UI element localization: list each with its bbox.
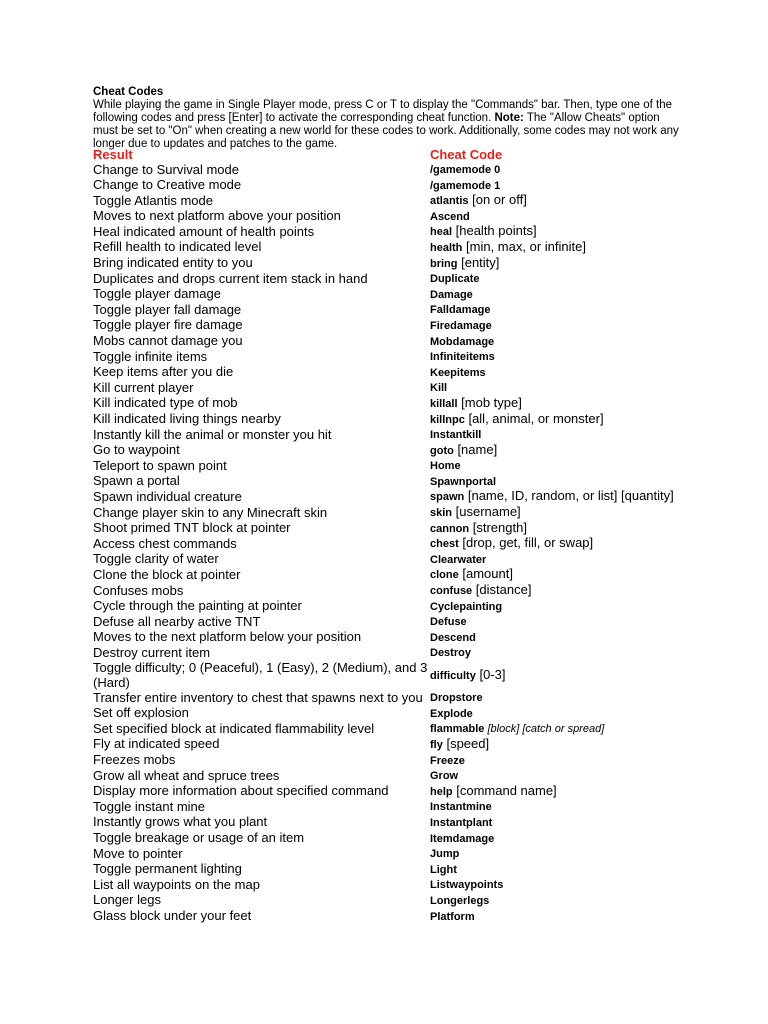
cheat-code-cell	[430, 489, 693, 505]
table-row	[93, 162, 693, 178]
cheat-code-cell	[430, 365, 693, 381]
result-cell: Kill current player	[93, 379, 194, 395]
table-row	[93, 614, 693, 630]
table-row	[93, 784, 693, 800]
table-row	[93, 302, 693, 318]
command-name: Mobdamage	[430, 335, 495, 348]
cheat-code-cell	[430, 521, 693, 537]
table-header	[93, 148, 693, 162]
cheat-code-cell	[430, 614, 693, 630]
command-argument: [command name]	[452, 782, 557, 798]
result-cell: Toggle player fire damage	[93, 317, 243, 333]
result-column-header: Result	[93, 147, 133, 162]
table-row	[93, 334, 693, 350]
command-name: goto	[430, 444, 454, 457]
command-name: Platform	[430, 910, 475, 923]
cheat-code-cell	[430, 427, 693, 443]
result-cell: Kill indicated living things nearby	[93, 411, 281, 426]
cheat-code-cell	[430, 753, 693, 769]
cheat-code-cell	[430, 909, 693, 925]
table-row	[93, 521, 693, 537]
command-argument: [name]	[453, 441, 498, 457]
cheat-code-cell	[430, 240, 693, 256]
command-name: Instantkill	[430, 429, 482, 442]
cheat-code-cell	[430, 630, 693, 646]
result-cell: Spawn a portal	[93, 473, 180, 489]
table-row	[93, 737, 693, 753]
result-cell: Mobs cannot damage you	[93, 333, 243, 349]
table-body	[93, 162, 693, 924]
command-name: bring	[430, 257, 458, 270]
result-cell: Change player skin to any Minecraft skin	[93, 504, 328, 520]
command-argument: [distance]	[472, 582, 532, 598]
table-row	[93, 831, 693, 847]
command-argument: [amount]	[458, 566, 513, 582]
command-name: Itemdamage	[430, 832, 495, 845]
cheat-code-cell	[430, 224, 693, 240]
cheat-code-cell	[430, 162, 693, 178]
cheat-code-cell	[430, 567, 693, 583]
table-row	[93, 721, 693, 737]
command-argument: [min, max, or infinite]	[462, 238, 586, 254]
command-name: Grow	[430, 770, 459, 783]
result-cell: Toggle permanent lighting	[93, 861, 242, 877]
command-name: Explode	[430, 707, 473, 720]
result-cell: Freezes mobs	[93, 752, 176, 768]
cheat-code-cell	[430, 178, 693, 194]
cheat-code-column-header: Cheat Code	[430, 147, 503, 162]
cheat-code-table	[93, 148, 693, 924]
result-cell: Toggle difficulty; 0 (Peaceful), 1 (Easy), 2 (Medium), and 3 (Hard)	[93, 660, 428, 690]
result-cell: Defuse all nearby active TNT	[93, 613, 261, 629]
command-name: /gamemode 0	[430, 164, 501, 176]
command-name: Descend	[430, 631, 476, 644]
command-argument: [username]	[452, 504, 521, 520]
result-cell: Keep items after you die	[93, 364, 234, 380]
table-row	[93, 630, 693, 646]
command-name: Home	[430, 460, 461, 473]
table-row	[93, 224, 693, 240]
result-cell: Set specified block at indicated flammability level	[93, 720, 375, 736]
cheat-code-cell	[430, 271, 693, 287]
table-row	[93, 583, 693, 599]
command-name: Instantmine	[430, 801, 492, 814]
cheat-code-cell	[430, 396, 693, 412]
command-name: heal	[430, 226, 453, 239]
command-name: Kill	[430, 382, 448, 395]
table-row	[93, 567, 693, 583]
cheat-code-cell	[430, 799, 693, 815]
cheat-code-cell	[430, 380, 693, 396]
result-cell: Toggle Atlantis mode	[93, 192, 213, 208]
command-name: Dropstore	[430, 692, 483, 705]
table-row	[93, 909, 693, 925]
table-row	[93, 552, 693, 568]
table-row	[93, 536, 693, 552]
table-row	[93, 893, 693, 909]
table-row	[93, 815, 693, 831]
result-cell: Instantly kill the animal or monster you hit	[93, 426, 332, 442]
table-row	[93, 599, 693, 615]
table-row	[93, 427, 693, 443]
table-row	[93, 505, 693, 521]
result-cell: Duplicates and drops current item stack in hand	[93, 270, 368, 286]
intro-text-before-note: While playing the game in Single Player mode, press C or T to display the "Commands" bar. Then, type one of the following codes and press [Enter] to activate the corresponding cheat function.	[93, 99, 673, 124]
command-name: Cyclepainting	[430, 600, 503, 613]
table-row	[93, 396, 693, 412]
table-row	[93, 256, 693, 272]
command-name: Longerlegs	[430, 894, 490, 907]
table-row	[93, 474, 693, 490]
command-argument: [name, ID, random, or list] [quantity]	[464, 488, 674, 504]
cheat-code-cell	[430, 815, 693, 831]
cheat-code-cell	[430, 474, 693, 490]
table-row	[93, 209, 693, 225]
result-cell: Grow all wheat and spruce trees	[93, 767, 280, 783]
result-cell: Glass block under your feet	[93, 908, 252, 923]
table-row	[93, 458, 693, 474]
command-name: Firedamage	[430, 319, 492, 332]
command-name: Defuse	[430, 616, 467, 629]
command-name: killall	[430, 397, 458, 410]
cheat-code-cell	[430, 668, 693, 684]
result-cell: Bring indicated entity to you	[93, 255, 253, 271]
cheat-code-cell	[430, 690, 693, 706]
result-cell: Longer legs	[93, 892, 161, 908]
result-cell: Kill indicated type of mob	[93, 395, 238, 411]
result-cell: Toggle infinite items	[93, 348, 208, 364]
command-name: Freeze	[430, 754, 465, 767]
result-cell: Instantly grows what you plant	[93, 814, 268, 830]
intro-section	[93, 86, 683, 151]
result-cell: Transfer entire inventory to chest that spawns next to you	[93, 689, 423, 705]
result-cell: Cycle through the painting at pointer	[93, 598, 302, 614]
cheat-code-cell	[430, 318, 693, 334]
command-argument: [0-3]	[475, 666, 506, 682]
command-name: Ascend	[430, 210, 470, 223]
result-cell: List all waypoints on the map	[93, 876, 260, 892]
command-name: Falldamage	[430, 304, 491, 317]
intro-note-label: Note:	[494, 112, 524, 124]
cheat-code-cell	[430, 706, 693, 722]
command-name: Listwaypoints	[430, 879, 504, 892]
table-row	[93, 193, 693, 209]
cheat-code-cell	[430, 768, 693, 784]
cheat-code-cell	[430, 349, 693, 365]
result-cell: Set off explosion	[93, 705, 189, 721]
command-argument: [speed]	[442, 735, 490, 751]
cheat-code-cell	[430, 287, 693, 303]
cheat-code-cell	[430, 302, 693, 318]
command-argument: [entity]	[457, 254, 500, 270]
result-cell: Move to pointer	[93, 845, 183, 861]
cheat-code-cell	[430, 505, 693, 521]
table-row	[93, 753, 693, 769]
table-row	[93, 443, 693, 459]
result-cell: Toggle player damage	[93, 286, 221, 302]
cheat-code-cell	[430, 862, 693, 878]
table-row	[93, 365, 693, 381]
table-row	[93, 706, 693, 722]
command-name: Spawnportal	[430, 475, 497, 488]
intro-text-after-note: The "Allow Cheats" option must be set to "On" when creating a new world for these codes to work. Additionally, some codes may not work any longer due to updates and patches to the game.	[93, 112, 679, 150]
table-row	[93, 690, 693, 706]
command-name: skin	[430, 507, 453, 520]
command-name: Instantplant	[430, 816, 493, 829]
table-row	[93, 412, 693, 428]
table-row	[93, 349, 693, 365]
command-argument: [all, animal, or monster]	[464, 410, 604, 426]
cheat-code-cell	[430, 737, 693, 753]
command-name: /gamemode 1	[430, 179, 501, 192]
cheat-code-cell	[430, 334, 693, 350]
result-cell: Shoot primed TNT block at pointer	[93, 520, 291, 536]
command-argument: [strength]	[469, 519, 527, 535]
cheat-code-cell	[430, 256, 693, 272]
cheat-code-cell	[430, 877, 693, 893]
command-name: chest	[430, 538, 459, 551]
table-row	[93, 846, 693, 862]
command-name: fly	[430, 738, 443, 751]
result-cell: Toggle player fall damage	[93, 301, 242, 317]
cheat-code-cell	[430, 458, 693, 474]
result-cell: Toggle breakage or usage of an item	[93, 830, 305, 846]
command-argument: [mob type]	[457, 394, 522, 410]
command-name: health	[430, 241, 463, 254]
command-name: Infiniteitems	[430, 351, 495, 364]
command-name: Keepitems	[430, 366, 486, 379]
cheat-code-cell	[430, 412, 693, 428]
result-cell: Confuses mobs	[93, 582, 184, 598]
command-argument: [block] [catch or spread]	[484, 723, 605, 736]
command-name: Light	[430, 863, 457, 876]
result-cell: Moves to the next platform below your position	[93, 629, 362, 645]
result-cell: Clone the block at pointer	[93, 566, 241, 582]
result-cell: Change to Creative mode	[93, 177, 242, 193]
command-name: clone	[430, 569, 459, 582]
result-cell: Moves to next platform above your position	[93, 208, 341, 224]
command-argument: [drop, get, fill, or swap]	[458, 535, 594, 551]
cheat-code-cell	[430, 645, 693, 661]
command-argument: [on or off]	[468, 192, 527, 208]
result-cell: Toggle clarity of water	[93, 551, 219, 567]
table-row	[93, 862, 693, 878]
table-row	[93, 489, 693, 505]
command-name: flammable	[430, 723, 485, 736]
cheat-code-cell	[430, 721, 693, 737]
command-name: Destroy	[430, 647, 471, 660]
table-row	[93, 240, 693, 256]
result-cell: Fly at indicated speed	[93, 736, 220, 752]
cheat-code-cell	[430, 784, 693, 800]
result-cell: Toggle instant mine	[93, 798, 206, 814]
table-row	[93, 768, 693, 784]
command-name: atlantis	[430, 195, 469, 208]
command-argument: [health points]	[452, 223, 537, 239]
cheat-code-cell	[430, 193, 693, 209]
table-row	[93, 877, 693, 893]
cheat-code-cell	[430, 831, 693, 847]
cheat-code-cell	[430, 846, 693, 862]
table-row	[93, 799, 693, 815]
result-cell: Heal indicated amount of health points	[93, 223, 315, 239]
result-cell: Refill health to indicated level	[93, 239, 262, 255]
result-cell: Teleport to spawn point	[93, 457, 227, 473]
command-name: spawn	[430, 491, 465, 504]
cheat-code-cell	[430, 443, 693, 459]
command-name: Clearwater	[430, 553, 487, 566]
intro-paragraph	[93, 99, 683, 151]
command-name: Jump	[430, 848, 460, 861]
table-row	[93, 645, 693, 661]
result-cell: Go to waypoint	[93, 442, 180, 458]
table-row	[93, 271, 693, 287]
cheat-code-cell	[430, 209, 693, 225]
command-name: Duplicate	[430, 273, 480, 286]
cheat-code-cell	[430, 536, 693, 552]
result-cell: Destroy current item	[93, 644, 211, 660]
command-name: help	[430, 785, 453, 798]
result-cell: Display more information about specified command	[93, 783, 389, 799]
table-row	[93, 178, 693, 194]
command-name: difficulty	[430, 669, 476, 682]
command-name: cannon	[430, 522, 470, 535]
table-row	[93, 661, 693, 690]
command-name: Damage	[430, 288, 473, 301]
result-cell: Change to Survival mode	[93, 161, 239, 177]
cheat-code-cell	[430, 583, 693, 599]
result-cell: Spawn individual creature	[93, 488, 242, 504]
cheat-code-cell	[430, 893, 693, 909]
cheat-code-cell	[430, 552, 693, 568]
table-row	[93, 318, 693, 334]
page-title: Cheat Codes	[93, 86, 164, 98]
result-cell: Access chest commands	[93, 535, 237, 551]
cheat-code-cell	[430, 599, 693, 615]
command-name: confuse	[430, 585, 473, 598]
table-row	[93, 287, 693, 303]
table-row	[93, 380, 693, 396]
command-name: killnpc	[430, 413, 465, 426]
